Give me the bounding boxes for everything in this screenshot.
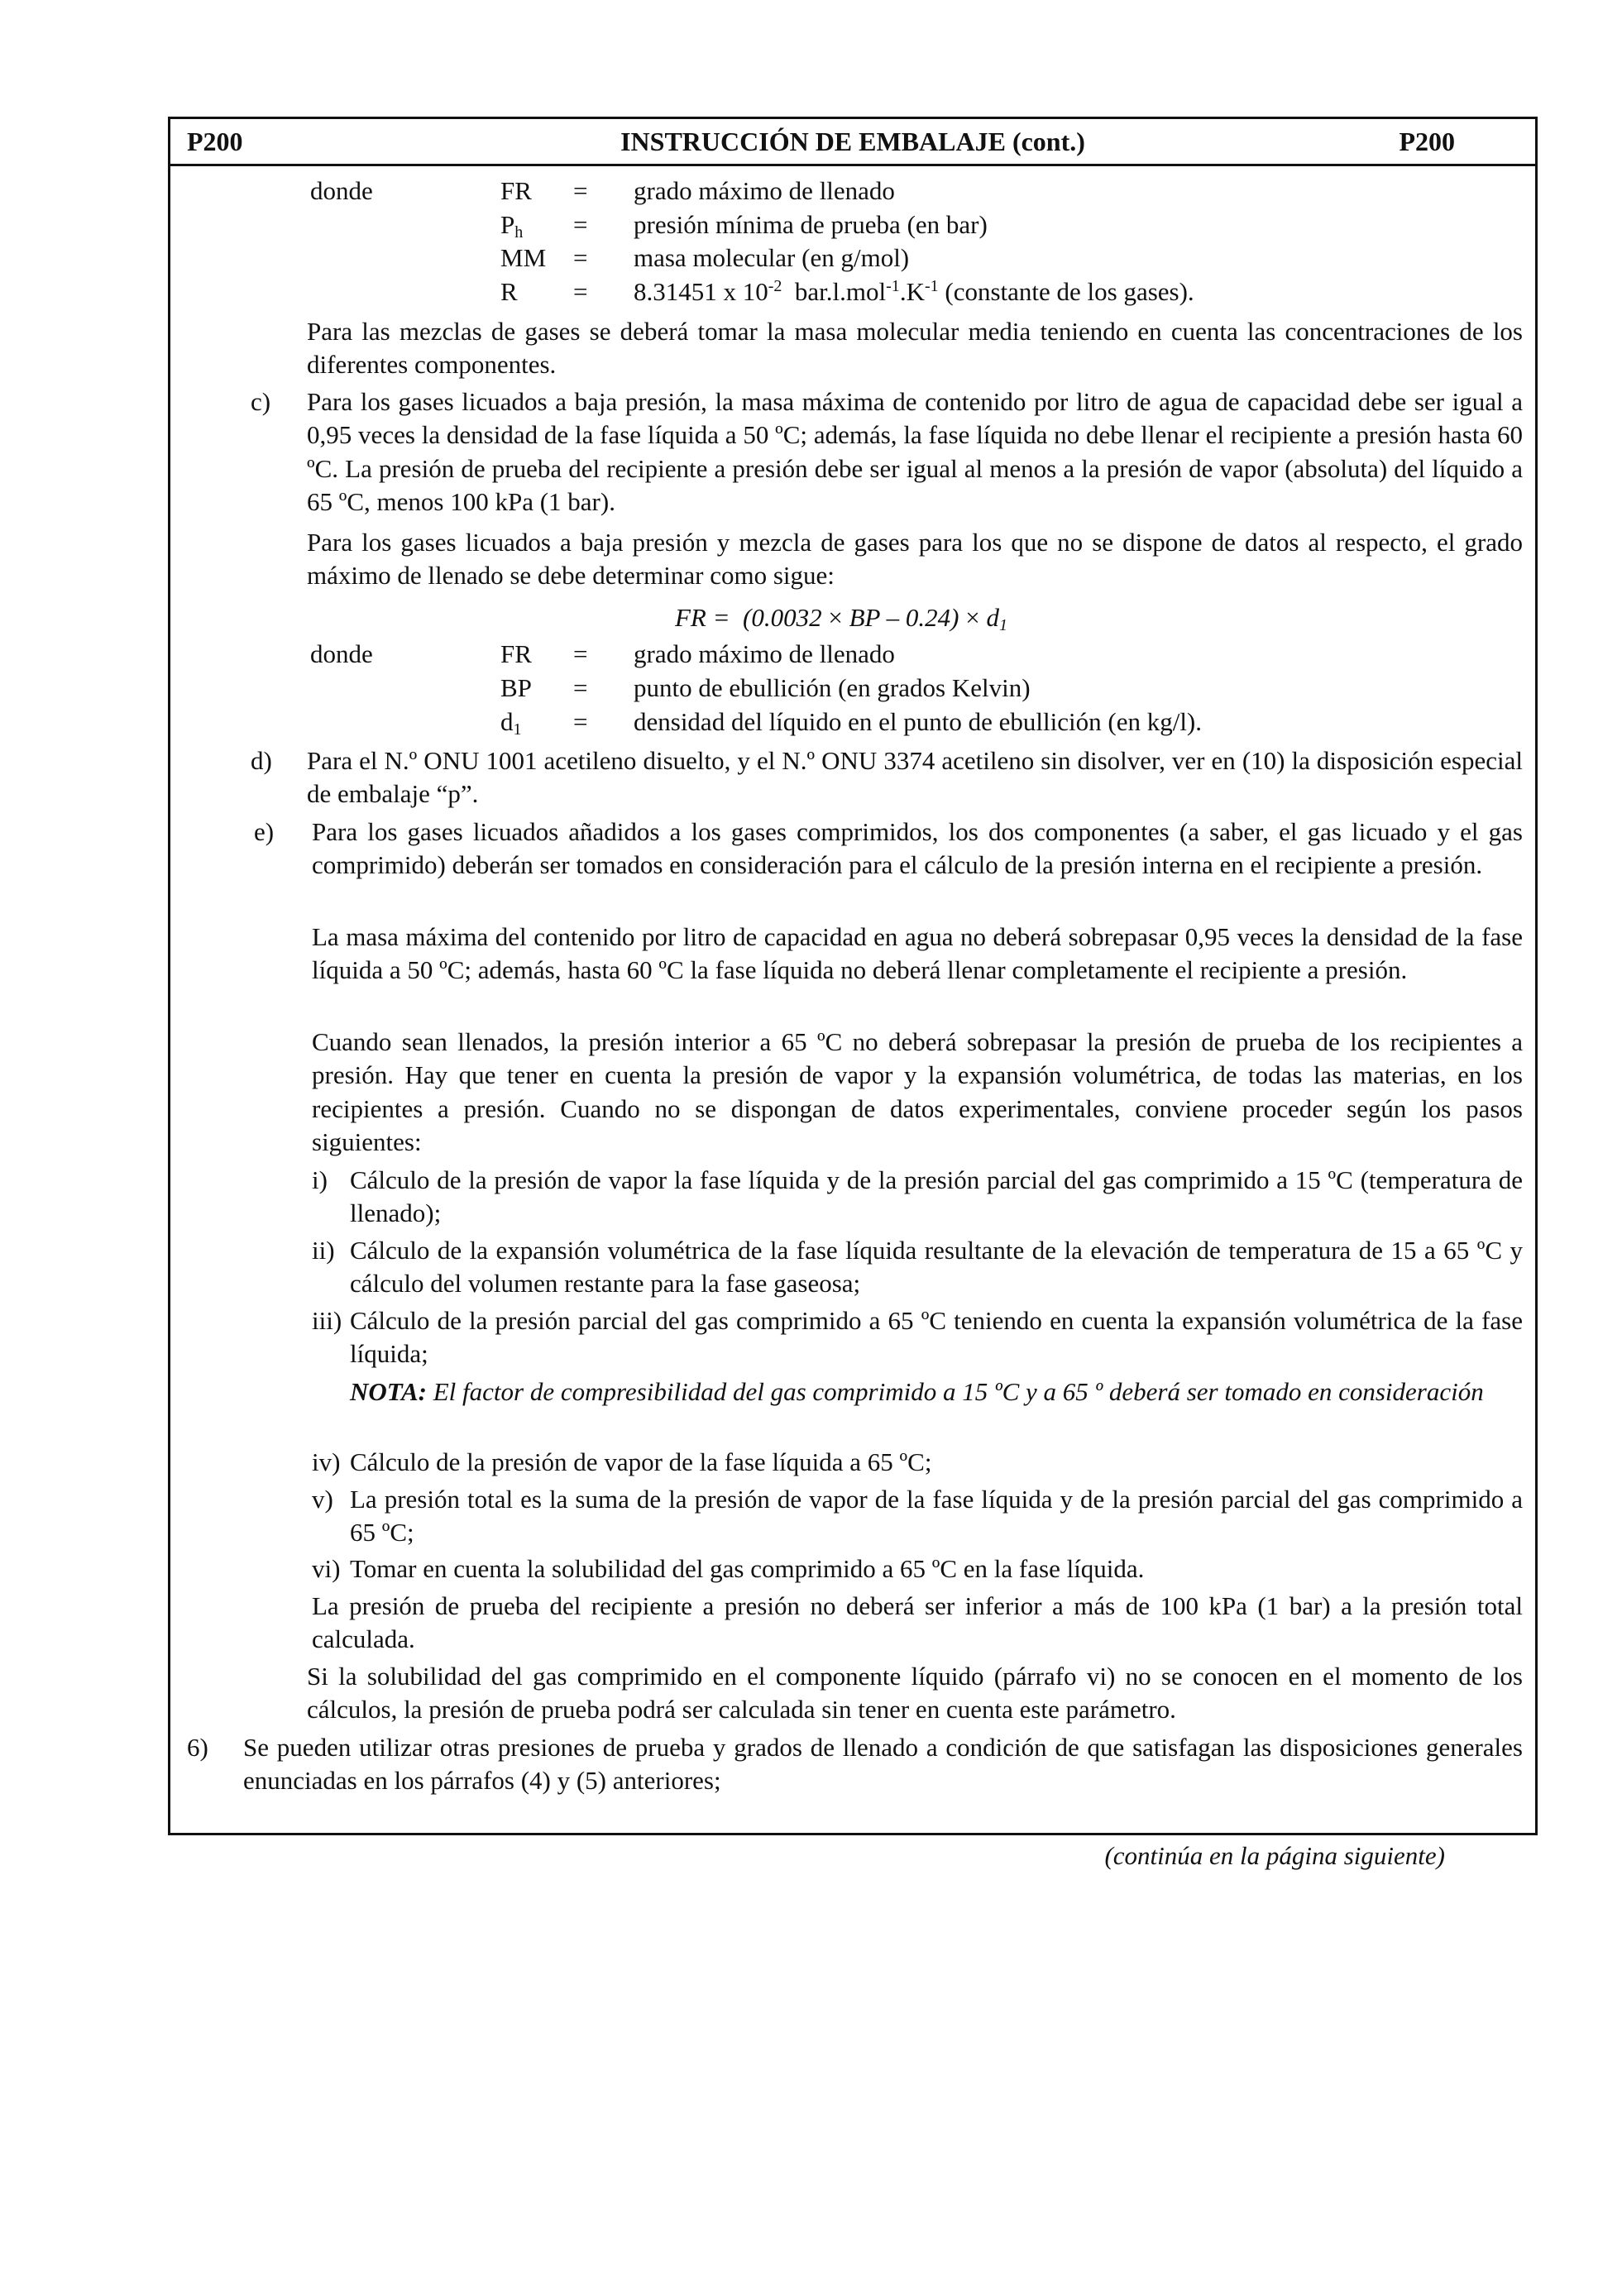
step-label: vi): [312, 1554, 341, 1583]
definition-text: masa molecular (en g/mol): [634, 243, 910, 272]
paragraph-c-1: Para los gases licuados a baja presión, la masa máxima de contenido por litro de agua de capacidad debe ser igual a 0,95 veces la densidad de la fase líquida a 50 ºC; además, la fase líquida no debe llenar el recipiente a presión hasta 60 ºC. La presión de prueba del recipiente a presión debe ser igual al menos a la presión de vapor (absoluta) del líquido a 65 ºC, menos 100 kPa (1 bar).: [307, 387, 1523, 516]
definition-text: grado máximo de llenado: [634, 176, 895, 205]
step-label: ii): [312, 1236, 335, 1265]
filling-ratio-formula: FR = (0.0032 × BP – $0.24) \times d_1$: [675, 603, 1007, 634]
step-text: Cálculo de la expansión volumétrica de la fase líquida resultante de la elevación de temperatura de 15 a 65 ºC y cálculo del volumen restante para la fase gaseosa;: [350, 1236, 1523, 1299]
donde-label: donde: [310, 176, 373, 205]
equals-sign: =: [573, 707, 588, 736]
header-code-left: P200: [187, 127, 243, 156]
equals-sign: =: [573, 639, 588, 668]
step-text: La presión total es la suma de la presión de vapor de la fase líquida y de la presión parcial del gas comprimido a 65 ºC;: [350, 1485, 1523, 1547]
step-text: Tomar en cuenta la solubilidad del gas comprimido a 65 ºC en la fase líquida.: [350, 1554, 1145, 1583]
equals-sign: =: [573, 210, 588, 239]
definition-text: punto de ebullición (en grados Kelvin): [634, 673, 1031, 702]
table-header: [170, 119, 1535, 166]
equals-sign: =: [573, 673, 588, 702]
symbol-bp: BP: [500, 673, 532, 702]
equals-sign: =: [573, 243, 588, 272]
gas-constant-definition: 8.31451 x $10^{-2}$ $bar.l.mol^{-1}.K^{-1}$ (constante de los gases).: [634, 277, 1194, 306]
compressibility-note: NOTA: El factor de compresibilidad del gas comprimido a 15 ºC y a 65 º deberá ser tomado en consideración: [350, 1377, 1484, 1406]
header-code-right: P200: [1399, 127, 1455, 156]
symbol-ph: $P_h$: [500, 210, 524, 242]
definition-text: presión mínima de prueba (en bar): [634, 210, 988, 239]
symbol-fr: FR: [500, 176, 532, 205]
definition-text: densidad del líquido en el punto de ebullición (en kg/l).: [634, 707, 1203, 736]
item-label-e: e): [254, 817, 275, 846]
paragraph-e-2: La masa máxima del contenido por litro de capacidad en agua no deberá sobrepasar 0,95 veces la densidad de la fase líquida a 50 ºC; además, hasta 60 ºC la fase líquida no deberá llenar completamente el recipiente a presión.: [312, 922, 1523, 985]
step-text: Cálculo de la presión de vapor de la fase líquida a 65 ºC;: [350, 1447, 932, 1476]
step-text: Cálculo de la presión parcial del gas comprimido a 65 ºC teniendo en cuenta la expansión volumétrica de la fase líquida;: [350, 1306, 1523, 1369]
symbol-d1: $d_1$: [500, 707, 522, 739]
step-label: iv): [312, 1447, 341, 1476]
definition-text: grado máximo de llenado: [634, 639, 895, 668]
step-text: Cálculo de la presión de vapor la fase líquida y de la presión parcial del gas comprimido a 15 ºC (temperatura de llenado);: [350, 1165, 1523, 1228]
symbol-r: R: [500, 277, 518, 306]
paragraph-e-3: Cuando sean llenados, la presión interior a 65 ºC no deberá sobrepasar la presión de prueba de los recipientes a presión. Hay que tener en cuenta la presión de vapor y la expansión volumétrica, de todas las materias, en los recipientes a presión. Cuando no se dispongan de datos experimentales, conviene proceder según los pasos siguientes:: [312, 1027, 1523, 1156]
paragraph-6: Se pueden utilizar otras presiones de prueba y grados de llenado a condición de que satisfagan las disposiciones generales enunciadas en los párrafos (4) y (5) anteriores;: [243, 1733, 1523, 1796]
paragraph-e-1: Para los gases licuados añadidos a los gases comprimidos, los dos componentes (a saber, el gas licuado y el gas comprimido) deberán ser tomados en consideración para el cálculo de la presión interna en el recipiente a presión.: [312, 817, 1523, 880]
donde-label: donde: [310, 639, 373, 668]
item-label-c: c): [251, 387, 271, 416]
step-label: iii): [312, 1306, 342, 1335]
header-title: INSTRUCCIÓN DE EMBALAJE (cont.): [620, 127, 1085, 156]
paragraph-c-2: Para los gases licuados a baja presión y mezcla de gases para los que no se dispone de datos al respecto, el grado máximo de llenado se debe determinar como sigue:: [307, 528, 1523, 591]
symbol-mm: MM: [500, 243, 547, 272]
paragraph-e-5: Si la solubilidad del gas comprimido en el componente líquido (párrafo vi) no se conocen en el momento de los cálculos, la presión de prueba podrá ser calculada sin tener en cuenta este parámetro.: [307, 1662, 1523, 1724]
item-label-d: d): [251, 746, 272, 775]
equals-sign: =: [573, 176, 588, 205]
packing-instruction-box: [168, 117, 1538, 1835]
item-label-6: 6): [187, 1733, 208, 1762]
step-label: v): [312, 1485, 333, 1514]
paragraph-d: Para el N.º ONU 1001 acetileno disuelto, y el N.º ONU 3374 acetileno sin disolver, ver en (10) la disposición especial de embalaje “p”.: [307, 746, 1523, 809]
paragraph-mixtures: Para las mezclas de gases se deberá tomar la masa molecular media teniendo en cuenta las concentraciones de los diferentes componentes.: [307, 317, 1523, 380]
equals-sign: =: [573, 277, 588, 306]
step-label: i): [312, 1165, 328, 1194]
paragraph-e-4: La presión de prueba del recipiente a presión no deberá ser inferior a más de 100 kPa (1 bar) a la presión total calculada.: [312, 1591, 1523, 1654]
continued-note: (continúa en la página siguiente): [1104, 1841, 1445, 1870]
symbol-fr: FR: [500, 639, 532, 668]
